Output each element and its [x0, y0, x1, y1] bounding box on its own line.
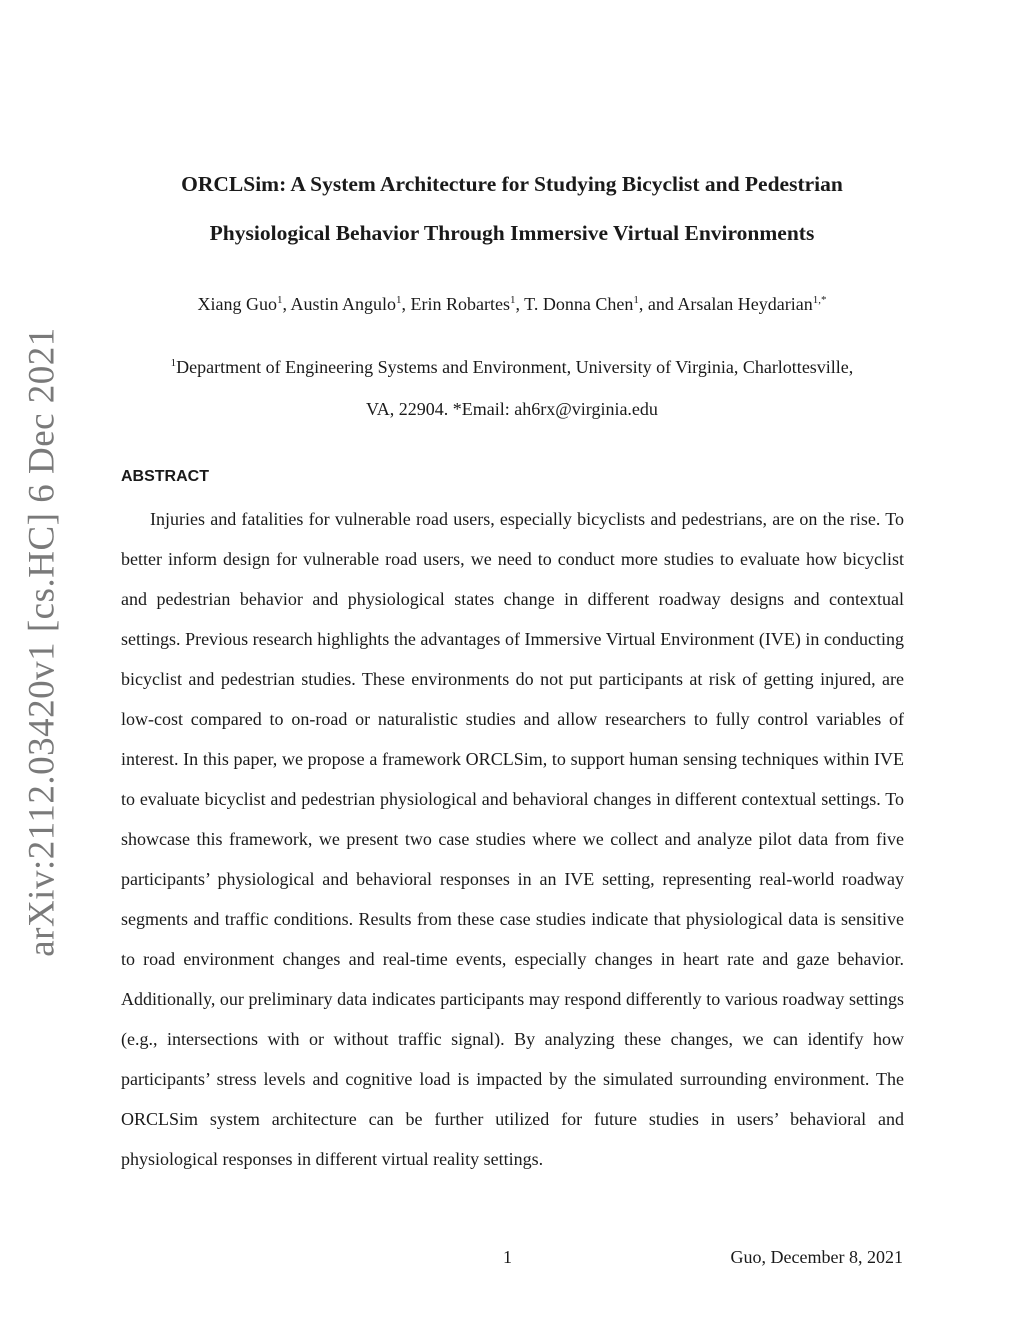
paper-title-line-2: Physiological Behavior Through Immersive Virtual Environments: [209, 221, 815, 245]
running-footer: Guo, December 8, 2021: [730, 1247, 903, 1267]
author-affiliation-mark: 1: [396, 294, 402, 306]
author-name: T. Donna Chen: [524, 294, 634, 314]
author-name: Erin Robartes: [410, 294, 510, 314]
author-list: [100, 290, 924, 318]
author-name: Austin Angulo: [290, 294, 396, 314]
author-name: Arsalan Heydarian: [677, 294, 813, 314]
author-affiliation-mark: 1: [276, 294, 283, 306]
author-separator: ,: [515, 294, 525, 314]
affiliation-line-2: VA, 22904. *Email: ah6rx@virginia.edu: [366, 399, 658, 419]
author-separator: , and: [638, 294, 678, 314]
affiliation: [100, 346, 924, 430]
author-affiliation-mark: 1: [633, 294, 639, 306]
page-number: 1: [503, 1247, 512, 1267]
paper-title: [100, 160, 924, 258]
abstract-body: Injuries and fatalities for vulnerable road users, especially bicyclists and pedestrians, are on the rise. To better inform design for vulnerable road users, we need to conduct more studies to evaluate how bicyclist and pedestrian behavior and physiological states change in different roadway designs and contextual settings. Previous research highlights the advantages of Immersive Virtual Environment (IVE) in conducting bicyclist and pedestrian studies. These environments do not put participants at risk of getting injured, are low-cost compared to on-road or naturalistic studies and allow researchers to fully control variables of interest. In this paper, we propose a framework ORCLSim, to support human sensing techniques within IVE to evaluate bicyclist and pedestrian physiological and behavioral changes in different contextual settings. To showcase this framework, we present two case studies where we collect and analyze pilot data from five participants’ physiological and behavioral responses in an IVE setting, representing real-world roadway segments and traffic conditions. Results from these case studies indicate that physiological data is sensitive to road environment changes and real-time events, especially changes in heart rate and gaze behavior. Additionally, our preliminary data indicates participants may respond differently to various roadway settings (e.g., intersections with or without traffic signal). By analyzing these changes, we can identify how participants’ stress levels and cognitive load is impacted by the simulated surrounding environment. The ORCLSim system architecture can be further utilized for future studies in users’ behavioral and physiological responses in different virtual reality settings.: [121, 509, 904, 1169]
author-separator: ,: [282, 294, 291, 314]
author-affiliation-mark: 1: [509, 294, 516, 306]
abstract-heading: ABSTRACT: [121, 468, 209, 485]
author-name: Xiang Guo: [197, 294, 277, 314]
affiliation-line-1: Department of Engineering Systems and Environment, University of Virginia, Charlottesville,: [176, 357, 854, 377]
author-affiliation-mark: 1,*: [812, 294, 827, 306]
affiliation-mark: 1: [170, 357, 177, 369]
arxiv-identifier-stamp: arXiv:2112.03420v1 [cs.HC] 6 Dec 2021: [21, 327, 63, 957]
paper-title-line-1: ORCLSim: A System Architecture for Studying Bicyclist and Pedestrian: [181, 172, 843, 196]
author-separator: ,: [401, 294, 411, 314]
